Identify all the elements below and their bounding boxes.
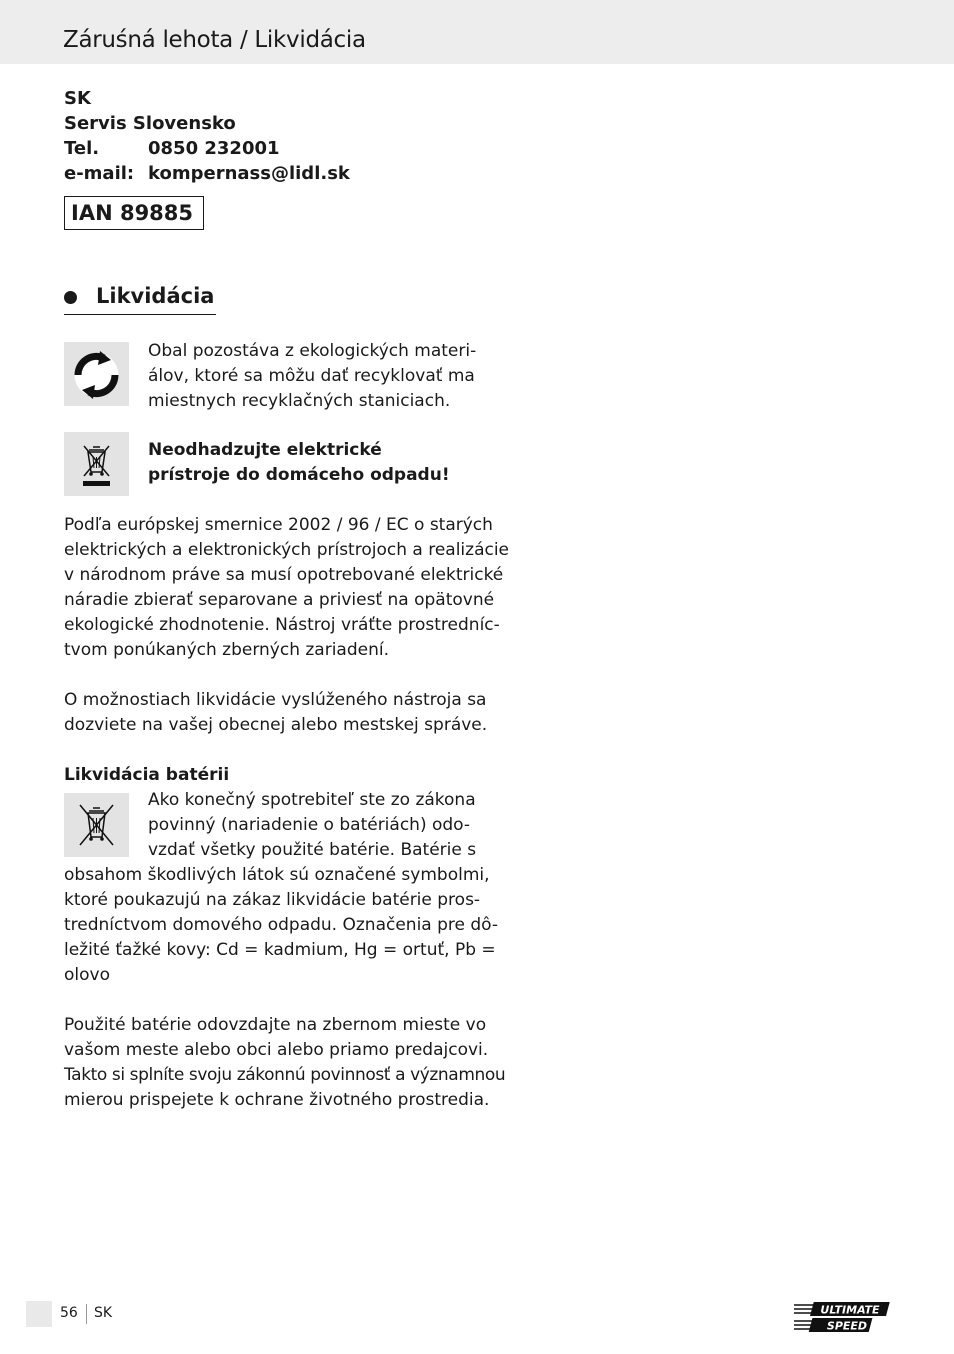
packaging-line: Obal pozostáva z ekologických materi- (148, 341, 477, 361)
crossed-out-wheelie-bin-icon (64, 432, 129, 496)
warning-line: Neodhadzujte elektrické (148, 440, 382, 460)
page-title: Záruśná lehota / Likvidácia (63, 27, 366, 53)
contact-phone-row (64, 136, 350, 161)
packaging-line: álov, ktoré sa môžu dať recyklovať ma (148, 366, 475, 386)
section-heading-disposal (64, 284, 216, 315)
contact-service: Servis Slovensko (64, 113, 236, 134)
paragraph-line: O možnostiach likvidácie vyslúženého nástroja sa (64, 690, 487, 710)
footer-language: SK (94, 1305, 113, 1321)
paragraph-line: vašom meste alebo obci alebo priamo predajcovi. (64, 1040, 489, 1060)
paragraph-line: dozviete na vašej obecnej alebo mestskej správe. (64, 715, 488, 735)
directive-paragraph (64, 513, 509, 663)
ultimate-speed-logo (792, 1301, 892, 1333)
battery-return-paragraph (64, 1013, 505, 1113)
paragraph-line: olovo (64, 965, 110, 985)
paragraph-line: vzdať všetky použité batérie. Batérie s (148, 840, 477, 860)
footer-divider (86, 1304, 87, 1324)
packaging-text (148, 339, 476, 414)
recycling-green-dot-icon (64, 342, 129, 406)
battery-text-full (64, 863, 498, 988)
packaging-line: miestnych recyklačných staniciach. (148, 391, 451, 411)
paragraph-line: ekologické zhodnotenie. Nástroj vráťte prostredníc- (64, 615, 500, 635)
ian-number-box: IAN 89885 (64, 196, 204, 230)
paragraph-line: Podľa európskej smernice 2002 / 96 / EC o starých (64, 515, 493, 535)
paragraph-line: tvom ponúkaných zberných zariadení. (64, 640, 390, 660)
paragraph-line: v národnom práve sa musí opotrebované elektrické (64, 565, 504, 585)
paragraph-line: ktoré poukazujú na zákaz likvidácie batérie pros- (64, 890, 481, 910)
battery-heading: Likvidácia batérii (64, 765, 230, 785)
info-paragraph (64, 688, 487, 738)
email-label: e-mail: (64, 163, 135, 184)
paragraph-line: mierou prispejete k ochrane životného prostredia. (64, 1090, 490, 1110)
brand-line1: ULTIMATE (820, 1303, 880, 1317)
section-title: Likvidácia (96, 284, 215, 308)
contact-country: SK (64, 88, 91, 109)
paragraph-line: Použité batérie odovzdajte na zbernom mieste vo (64, 1015, 487, 1035)
footer-marker (26, 1301, 52, 1327)
warning-line: prístroje do domáceho odpadu! (148, 465, 450, 485)
contact-email-row (64, 161, 350, 186)
contact-block (64, 86, 350, 186)
paragraph-line: elektrických a elektronických prístrojoch a realizácie (64, 540, 510, 560)
section-bullet-icon (64, 291, 77, 304)
paragraph-line: náradie zbierať separovane a priviesť na opätovné (64, 590, 495, 610)
paragraph-line: obsahom škodlivých látok sú označené symbolmi, (64, 865, 490, 885)
phone-label: Tel. (64, 138, 100, 159)
brand-line2: SPEED (826, 1319, 868, 1333)
paragraph-line: ležité ťažké kovy: Cd = kadmium, Hg = ortuť, Pb = (64, 940, 496, 960)
phone-value: 0850 232001 (148, 138, 280, 159)
paragraph-line: tredníctvom domového odpadu. Označenia pre dô- (64, 915, 499, 935)
paragraph-line: Ako konečný spotrebiteľ ste zo zákona (148, 790, 476, 810)
page-number: 56 (60, 1305, 78, 1321)
paragraph-line: Takto si splníte svoju zákonnú povinnosť a významnou (64, 1065, 506, 1085)
weee-warning-text (148, 438, 450, 488)
crossed-out-wheelie-bin-icon (64, 793, 129, 857)
paragraph-line: povinný (nariadenie o batériách) odo- (148, 815, 471, 835)
battery-text-beside-icon (148, 788, 476, 863)
email-value: kompernass@lidl.sk (148, 163, 350, 184)
